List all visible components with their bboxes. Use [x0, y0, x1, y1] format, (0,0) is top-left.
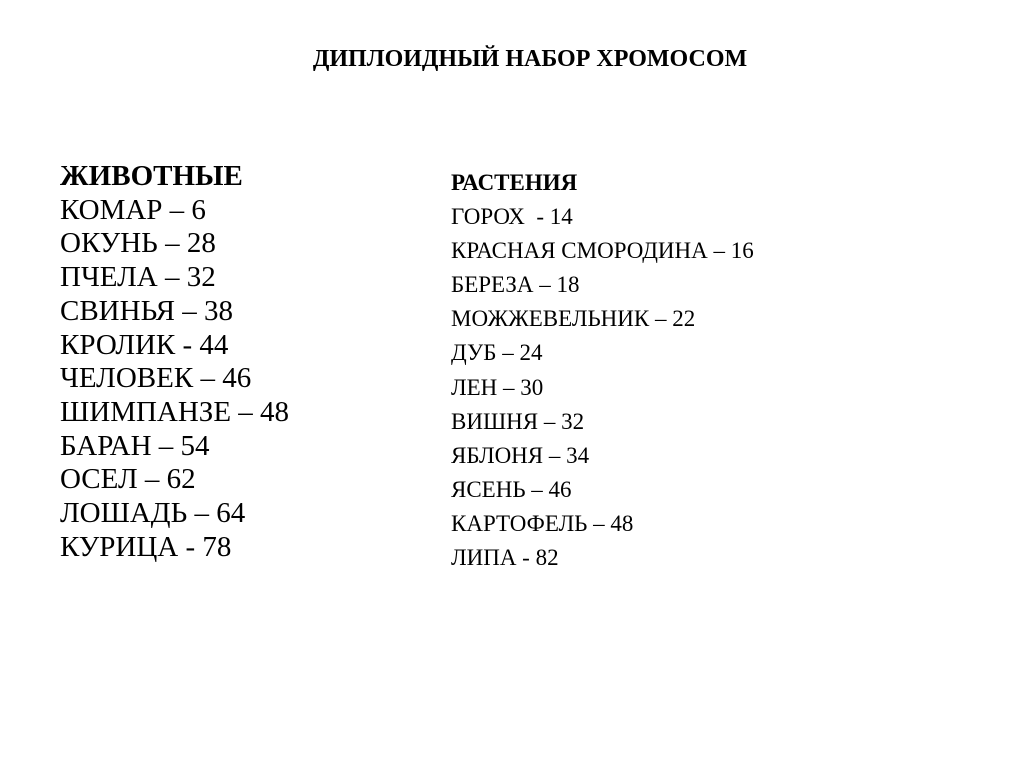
slide-title: ДИПЛОИДНЫЙ НАБОР ХРОМОСОМ: [312, 46, 748, 72]
plant-item: КАРТОФЕЛЬ – 48: [451, 510, 634, 536]
animal-item: КУРИЦА - 78: [60, 530, 232, 563]
plant-item: ЯСЕНЬ – 46: [451, 476, 572, 502]
plant-item: БЕРЕЗА – 18: [451, 272, 580, 298]
plant-item: КРАСНАЯ СМОРОДИНА – 16: [451, 238, 754, 264]
animal-item: СВИНЬЯ – 38: [60, 294, 234, 327]
animal-item: ОСЕЛ – 62: [60, 463, 196, 496]
animal-item: ЧЕЛОВЕК – 46: [60, 362, 252, 395]
plant-item: ЛЕН – 30: [451, 374, 544, 400]
plant-item: МОЖЖЕВЕЛЬНИК – 22: [451, 306, 696, 332]
plant-item: ЛИПА - 82: [451, 545, 559, 571]
animals-list: [60, 160, 289, 564]
animal-item: ЛОШАДЬ – 64: [60, 497, 246, 530]
animal-item: КОМАР – 6: [60, 193, 206, 226]
animal-item: ПЧЕЛА – 32: [60, 261, 216, 294]
plant-item: ЯБЛОНЯ – 34: [451, 442, 590, 468]
plant-item: ДУБ – 24: [451, 340, 543, 366]
animal-item: ОКУНЬ – 28: [60, 227, 216, 260]
plants-heading: РАСТЕНИЯ: [451, 170, 578, 195]
plant-item: ГОРОХ - 14: [451, 204, 573, 230]
plants-list: [451, 166, 754, 575]
animal-item: БАРАН – 54: [60, 429, 210, 462]
plant-item: ВИШНЯ – 32: [451, 408, 585, 434]
animals-heading: ЖИВОТНЫЕ: [60, 160, 243, 192]
animal-item: КРОЛИК - 44: [60, 328, 229, 361]
animal-item: ШИМПАНЗЕ – 48: [60, 395, 290, 428]
